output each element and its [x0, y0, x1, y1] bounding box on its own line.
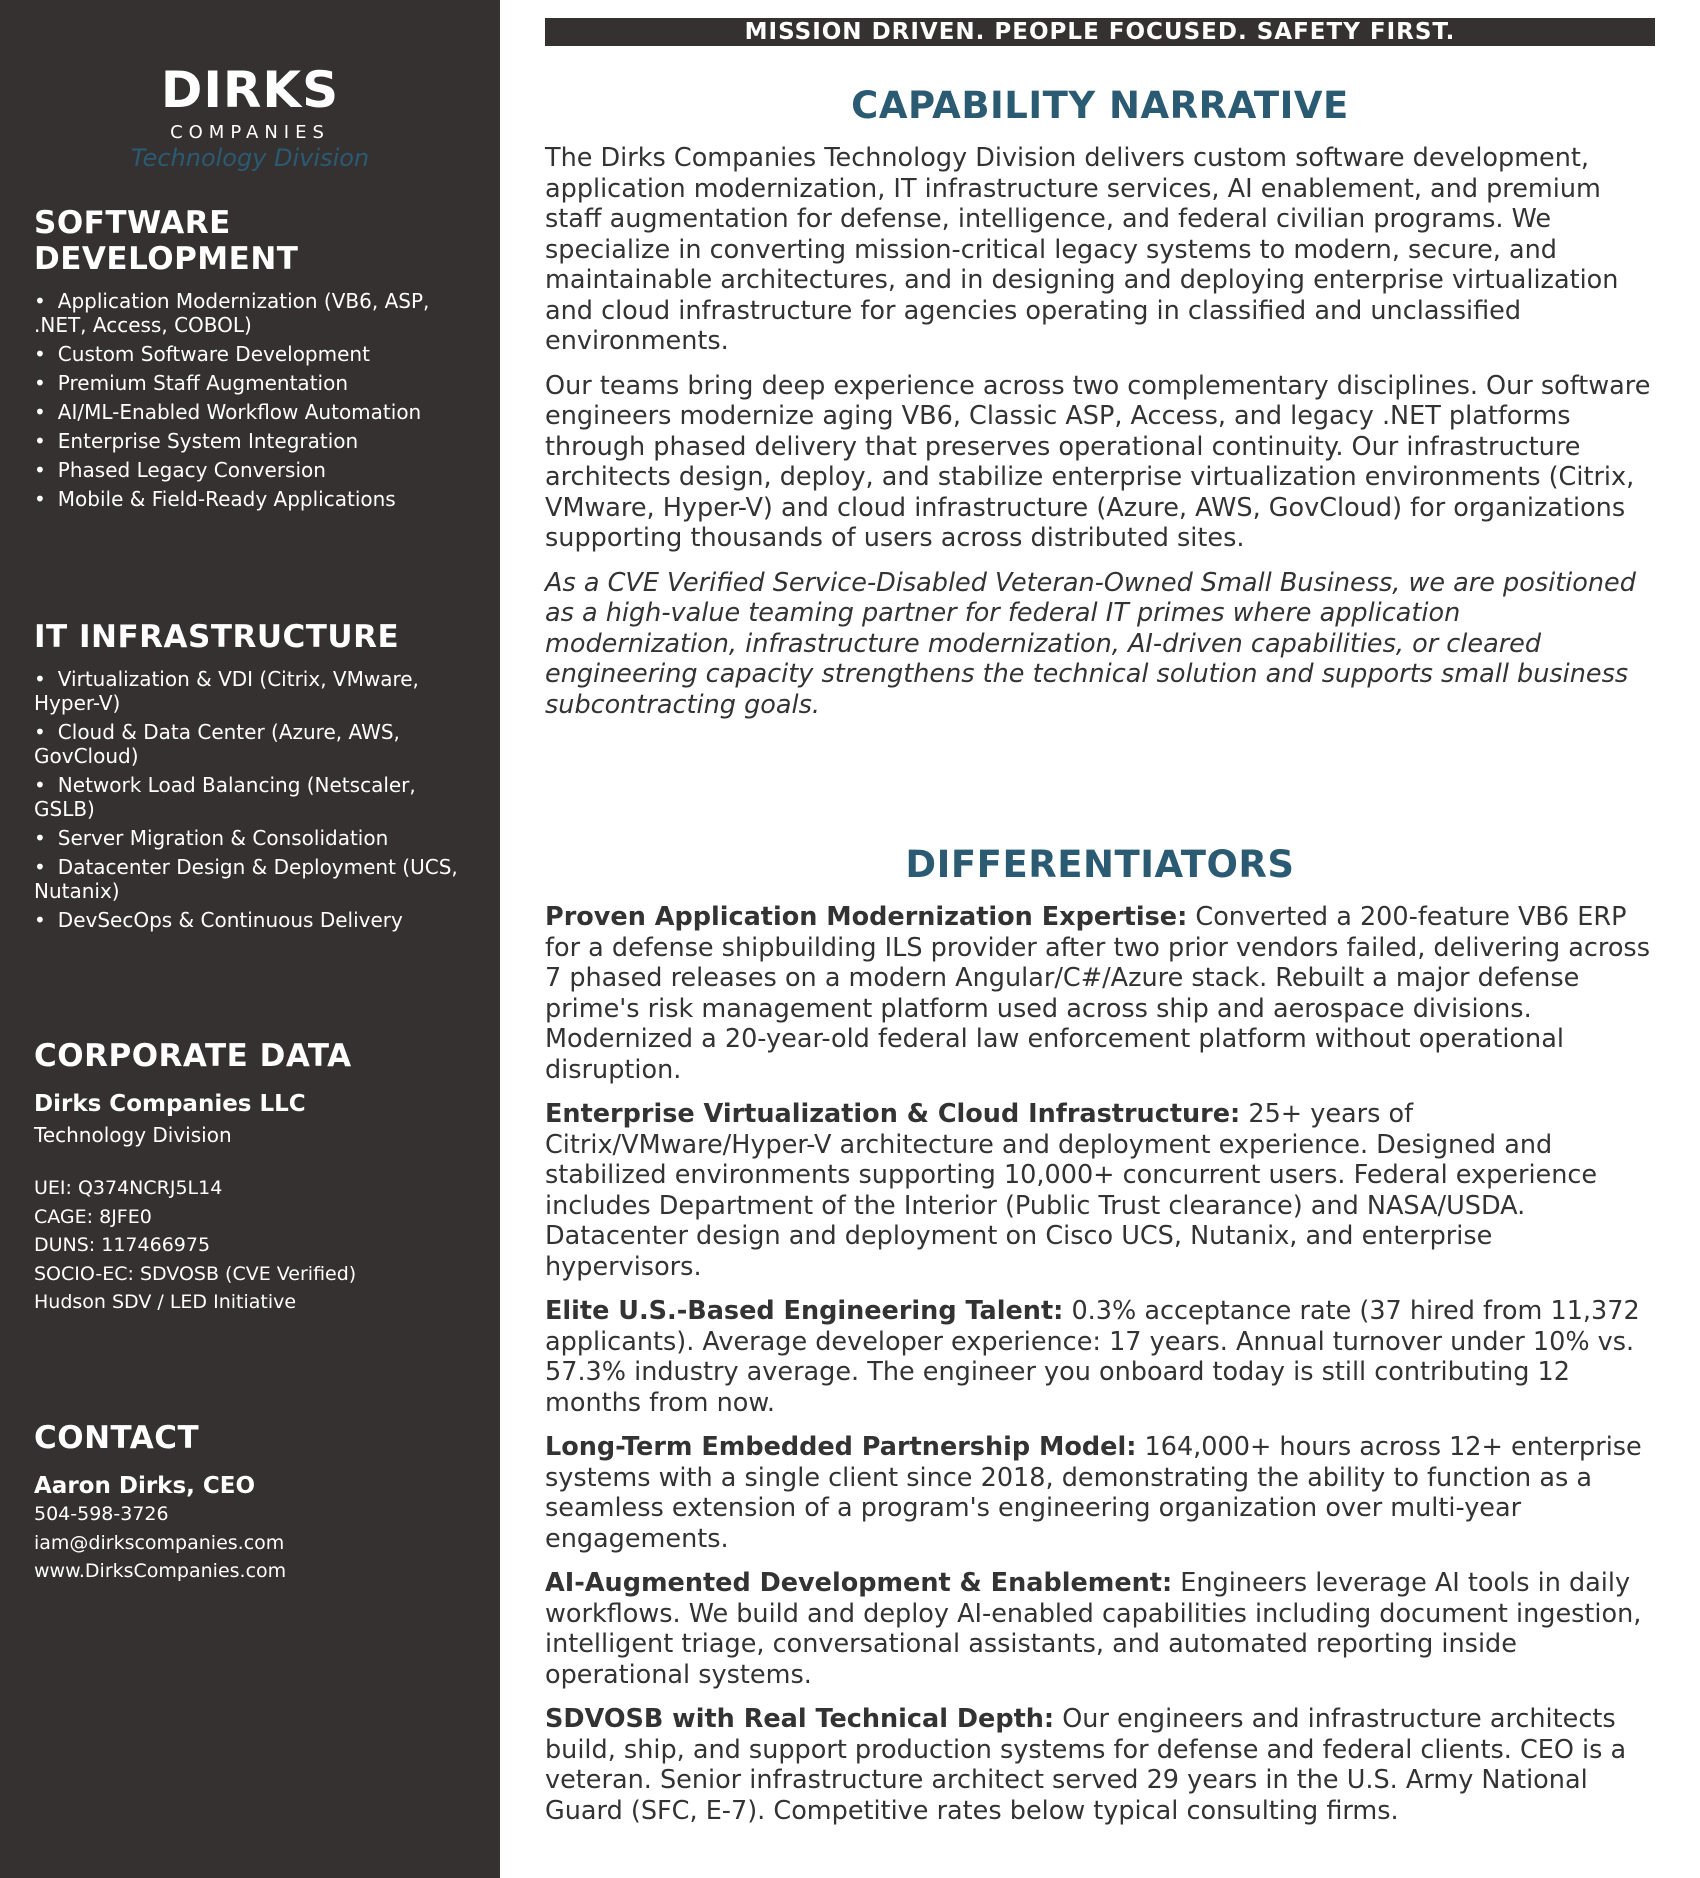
list-item: • Network Load Balancing (Netscaler, GSLB) — [34, 773, 464, 821]
differentiator-text: 164,000+ hours across 12+ enterprise systems with a single client since 2018, demonstrating the ability to function as a seamless extension of a program's engineering organization over multi-year engagements. — [545, 1432, 1642, 1554]
list-item: • Datacenter Design & Deployment (UCS, Nutanix) — [34, 855, 464, 903]
corporate-heading: CORPORATE DATA — [34, 1038, 352, 1074]
list-item: • Application Modernization (VB6, ASP, .NET, Access, COBOL) — [34, 289, 464, 337]
contact-website[interactable]: www.DirksCompanies.com — [34, 1560, 287, 1582]
differentiator-text: Engineers leverage AI tools in daily workflows. We build and deploy AI-enabled capabilities including document ingestion, intelligent triage, conversational assistants, and automated reporting inside operational systems. — [545, 1568, 1642, 1690]
differentiator-text: 0.3% acceptance rate (37 hired from 11,372 applicants). Average developer experience: 17 years. Annual turnover under 10% vs. 57.3% industry average. The engineer you onboard today is still contributing 12 months from now. — [545, 1296, 1640, 1418]
list-item: • Enterprise System Integration — [34, 429, 464, 453]
differentiator-item — [545, 902, 1655, 1085]
differentiator-label: AI-Augmented Development & Enablement: — [545, 1568, 1173, 1598]
software-list — [34, 289, 464, 511]
software-heading: SOFTWARE DEVELOPMENT — [34, 205, 299, 277]
differentiator-item — [545, 1099, 1655, 1282]
logo-name: DIRKS — [160, 61, 340, 119]
logo-division: Technology Division — [130, 144, 370, 172]
corporate-line: DUNS: 117466975 — [34, 1234, 211, 1256]
company-logo — [0, 60, 500, 172]
contact-phone[interactable]: 504-598-3726 — [34, 1503, 169, 1525]
infrastructure-heading: IT INFRASTRUCTURE — [34, 619, 400, 655]
narrative-title: CAPABILITY NARRATIVE — [851, 84, 1349, 127]
differentiator-text: 25+ years of Citrix/VMware/Hyper-V architecture and deployment experience. Designed and stabilized environments supporting 10,000+ concurrent users. Federal experience includes Department of the Interior (Public Trust clearance) and NASA/USDA. Datacenter design and deployment on Cisco UCS, Nutanix, and enterprise hypervisors. — [545, 1099, 1598, 1282]
differentiator-item — [545, 1568, 1655, 1690]
list-item: • DevSecOps & Continuous Delivery — [34, 908, 464, 932]
sidebar — [0, 0, 500, 1878]
list-item: • Cloud & Data Center (Azure, AWS, GovCloud) — [34, 720, 464, 768]
corporate-line: CAGE: 8JFE0 — [34, 1205, 152, 1228]
infrastructure-list — [34, 667, 464, 932]
infrastructure-section — [34, 619, 464, 937]
contact-heading: CONTACT — [34, 1420, 200, 1456]
corporate-section — [34, 1038, 464, 1317]
list-item: • Mobile & Field-Ready Applications — [34, 487, 464, 511]
list-item: • Virtualization & VDI (Citrix, VMware, Hyper-V) — [34, 667, 464, 715]
narrative-paragraph: The Dirks Companies Technology Division delivers custom software development, application modernization, IT infrastructure services, AI enablement, and premium staff augmentation for defense, intelligence, and federal civilian programs. We specialize in converting mission-critical legacy systems to modern, secure, and maintainable architectures, and in designing and deploying enterprise virtualization and cloud infrastructure for agencies operating in classified and unclassified environments. — [545, 143, 1619, 356]
contact-section — [34, 1420, 464, 1586]
corporate-line: UEI: Q374NCRJ5L14 — [34, 1177, 223, 1199]
differentiator-label: Long-Term Embedded Partnership Model: — [545, 1432, 1137, 1462]
list-item: • Premium Staff Augmentation — [34, 371, 464, 395]
differentiator-item — [545, 1432, 1655, 1554]
differentiators-title: DIFFERENTIATORS — [905, 843, 1295, 886]
corporate-ids — [34, 1174, 464, 1317]
list-item: • AI/ML-Enabled Workflow Automation — [34, 400, 464, 424]
logo-subtitle: COMPANIES — [170, 122, 330, 143]
corporate-line: SOCIO-EC: SDVOSB (CVE Verified) — [34, 1262, 357, 1285]
differentiators-body — [545, 902, 1655, 1840]
differentiator-label: Proven Application Modernization Expertise: — [545, 902, 1188, 932]
company-division: Technology Division — [34, 1123, 232, 1147]
mission-banner: MISSION DRIVEN. PEOPLE FOCUSED. SAFETY FIRST. — [545, 18, 1655, 46]
software-section — [34, 205, 464, 516]
differentiator-item — [545, 1296, 1655, 1418]
list-item: • Custom Software Development — [34, 342, 464, 366]
list-item: • Phased Legacy Conversion — [34, 458, 464, 482]
differentiator-label: SDVOSB with Real Technical Depth: — [545, 1704, 1055, 1734]
company-name: Dirks Companies LLC — [34, 1091, 306, 1117]
corporate-line: Hudson SDV / LED Initiative — [34, 1291, 297, 1313]
contact-email[interactable]: iam@dirkscompanies.com — [34, 1531, 285, 1554]
differentiator-text: Our engineers and infrastructure architects build, ship, and support production systems for defense and federal clients. CEO is a veteran. Senior infrastructure architect served 29 years in the U.S. Army National Guard (SFC, E-7). Competitive rates below typical consulting firms. — [545, 1704, 1627, 1826]
list-item: • Server Migration & Consolidation — [34, 826, 464, 850]
differentiator-text: Converted a 200-feature VB6 ERP for a defense shipbuilding ILS provider after two prior vendors failed, delivering across 7 phased releases on a modern Angular/C#/Azure stack. Rebuilt a major defense prime's risk management platform used across ship and aerospace divisions. Modernized a 20-year-old federal law enforcement platform without operational disruption. — [545, 902, 1651, 1085]
narrative-body — [545, 143, 1655, 734]
contact-name: Aaron Dirks, CEO — [34, 1473, 256, 1499]
differentiator-item — [545, 1704, 1655, 1826]
narrative-paragraph: As a CVE Verified Service-Disabled Veteran-Owned Small Business, we are positioned as a high-value teaming partner for federal IT primes where application modernization, infrastructure modernization, AI-driven capabilities, or cleared engineering capacity strengthens the technical solution and supports small business subcontracting goals. — [545, 567, 1636, 720]
differentiator-label: Enterprise Virtualization & Cloud Infrastructure: — [545, 1099, 1241, 1129]
narrative-paragraph: Our teams bring deep experience across two complementary disciplines. Our software engineers modernize aging VB6, Classic ASP, Access, and legacy .NET platforms through phased delivery that preserves operational continuity. Our infrastructure architects design, deploy, and stabilize enterprise virtualization environments (Citrix, VMware, Hyper-V) and cloud infrastructure (Azure, AWS, GovCloud) for organizations supporting thousands of users across distributed sites. — [545, 370, 1651, 553]
differentiator-label: Elite U.S.-Based Engineering Talent: — [545, 1296, 1064, 1326]
